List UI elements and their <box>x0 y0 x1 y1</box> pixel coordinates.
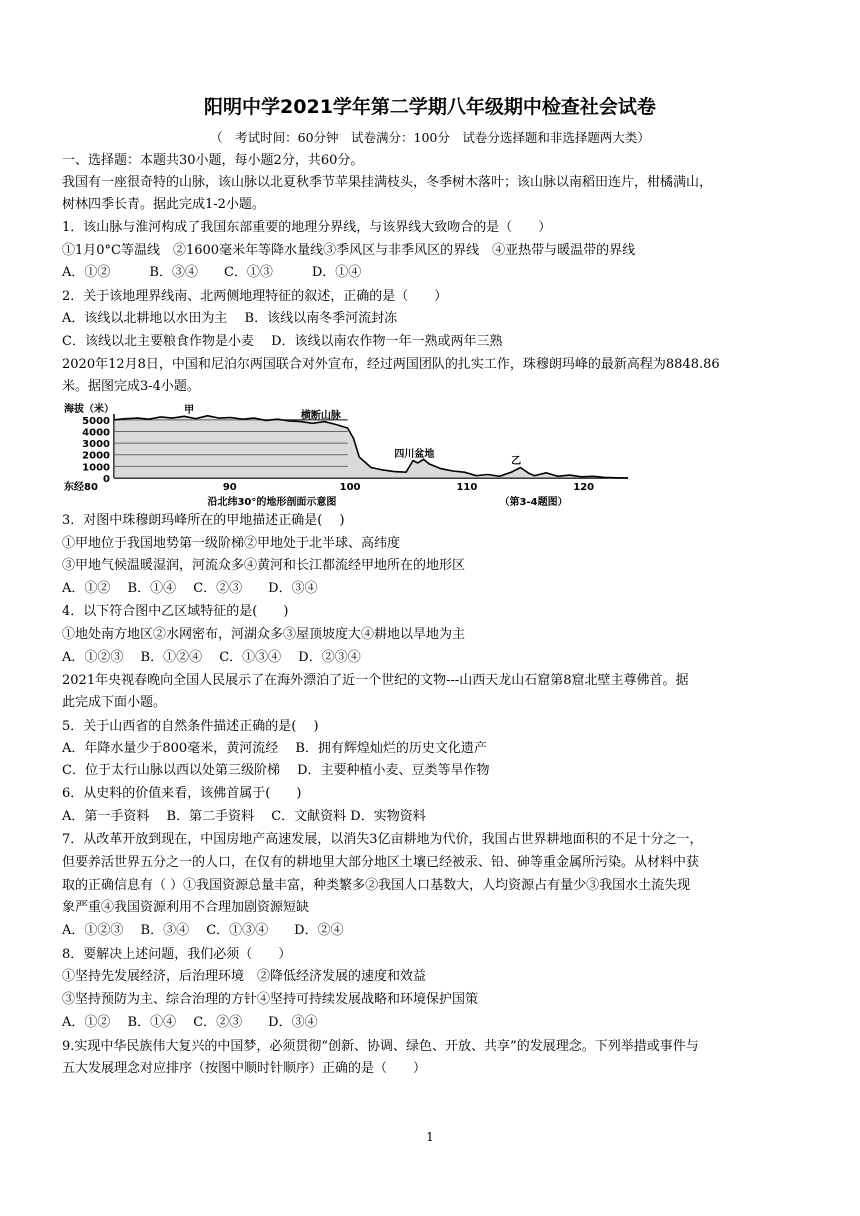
y-tick-label: 3000 <box>82 439 110 451</box>
terrain-area <box>114 416 628 478</box>
terrain-label: 四川盆地 <box>394 449 435 461</box>
text-line: C．位于太行山脉以西以处第三级阶梯 D．主要种植小麦、豆类等旱作物 <box>62 763 490 778</box>
text-line: 五大发展理念对应排序（按图中顺时针顺序）正确的是（ ） <box>62 1061 427 1076</box>
text-line: 2．关于该地理界线南、北两侧地理特征的叙述，正确的是（ ） <box>62 289 448 304</box>
text-line: A．第一手资料 B．第二手资料 C．文献资料 D．实物资料 <box>62 809 426 824</box>
terrain-label: 甲 <box>184 404 195 416</box>
y-tick-label: 4000 <box>82 427 110 439</box>
text-line: A．①②③ B．①②④ C．①③④ D．②③④ <box>62 650 361 665</box>
text-line: 此完成下面小题。 <box>62 695 167 710</box>
terrain-profile-chart <box>62 402 632 510</box>
x-tick-label: 东经80 <box>64 482 98 493</box>
terrain-label: 乙 <box>511 456 522 468</box>
exam-title: 阳明中学2021学年第二学期八年级期中检查社会试卷 <box>204 96 656 118</box>
text-line: 2020年12月8日，中国和尼泊尔两国联合对外宣布，经过两国团队的扎实工作，珠穆朗玛峰的最新高程为8848.86 <box>62 357 720 372</box>
chart-note: （第3-4题图） <box>499 497 568 508</box>
x-tick-label: 90 <box>222 482 237 493</box>
text-line: 3．对图中珠穆朗玛峰所在的甲地描述正确是( ) <box>62 513 345 528</box>
text-line: ③甲地气候温暖湿润，河流众多④黄河和长江都流经甲地所在的地形区 <box>62 558 466 573</box>
y-tick-label: 2000 <box>82 450 110 462</box>
text-line: 9.实现中华民族伟大复兴的中国梦，必须贯彻“创新、协调、绿色、开放、共享”的发展理念。下列举措或事件与 <box>62 1039 699 1054</box>
text-line: 4．以下符合图中乙区域特征的是( ) <box>62 604 289 619</box>
y-tick-label: 0 <box>103 474 110 485</box>
text-line: A．①② B．①④ C．②③ D．③④ <box>62 581 318 596</box>
text-line: ①地处南方地区②水网密布，河湖众多③屋顶坡度大④耕地以旱地为主 <box>62 627 466 642</box>
text-line: 我国有一座很奇特的山脉，该山脉以北夏秋季节苹果挂满枝头，冬季树木落叶；该山脉以南稻田连片，柑橘满山， <box>62 175 713 190</box>
text-line: 但要养活世界五分之一的人口，在仅有的耕地里大部分地区土壤已经被汞、铅、砷等重金属所污染。从材料中获 <box>62 855 700 870</box>
text-line: A．该线以北耕地以水田为主 B．该线以南冬季河流封冻 <box>62 311 398 326</box>
text-line: A．①② B．③④ C．①③ D．①④ <box>62 265 362 280</box>
exam-subtitle: （ 考试时间：60分钟 试卷满分：100分 试卷分选择题和非选择题两大类） <box>210 130 650 145</box>
text-line: 8．要解决上述问题，我们必须（ ） <box>62 947 292 962</box>
text-line: A．①②③ B．③④ C．①③④ D．②④ <box>62 923 344 938</box>
text-line: ①坚持先发展经济，后治理环境 ②降低经济发展的速度和效益 <box>62 969 427 984</box>
text-line: 2021年央视春晚向全国人民展示了在海外漂泊了近一个世纪的文物---山西天龙山石窟第8窟北壁主尊佛首。据 <box>62 673 689 688</box>
text-line: 米。据图完成3-4小题。 <box>62 379 200 394</box>
y-axis-label: 海拔（米） <box>64 404 114 415</box>
x-tick-label: 100 <box>339 482 361 493</box>
page-number: 1 <box>426 1130 434 1144</box>
terrain-label: 横断山脉 <box>300 410 341 422</box>
y-tick-label: 1000 <box>82 462 110 474</box>
x-tick-label: 110 <box>456 482 478 493</box>
text-line: ①1月0°C等温线 ②1600毫米年等降水量线③季风区与非季风区的界线 ④亚热带与暖温带的界线 <box>62 243 636 258</box>
text-line: ③坚持预防为主、综合治理的方针④坚持可持续发展战略和环境保护国策 <box>62 992 479 1007</box>
text-line: 5．关于山西省的自然条件描述正确的是( ) <box>62 719 319 734</box>
text-line: 1．该山脉与淮河构成了我国东部重要的地理分界线，与该界线大致吻合的是（ ） <box>62 220 552 235</box>
text-line: 7．从改革开放到现在，中国房地产高速发展，以消失3亿亩耕地为代价，我国占世界耕地面积的不足十分之一， <box>62 832 703 847</box>
text-line: 6．从史料的价值来看，该佛首属于( ) <box>62 786 302 801</box>
x-tick-label: 120 <box>573 482 595 493</box>
text-line: A．年降水量少于800毫米，黄河流经 B．拥有辉煌灿烂的历史文化遗产 <box>62 741 487 756</box>
y-tick-label: 5000 <box>82 415 110 427</box>
text-line: 树林四季长青。据此完成1-2小题。 <box>62 197 265 212</box>
text-line: C．该线以北主要粮食作物是小麦 D．该线以南农作物一年一熟或两年三熟 <box>62 334 503 349</box>
text-line: 象严重④我国资源利用不合理加剧资源短缺 <box>62 900 310 915</box>
text-line: A．①② B．①④ C．②③ D．③④ <box>62 1015 318 1030</box>
text-line: 取的正确信息有（ ）①我国资源总量丰富，种类繁多②我国人口基数大，人均资源占有量少③我国水土流失现 <box>62 878 691 893</box>
text-line: 一、选择题：本题共30小题，每小题2分，共60分。 <box>62 153 364 168</box>
chart-title: 沿北纬30°的地形剖面示意图 <box>207 497 337 508</box>
text-line: ①甲地位于我国地势第一级阶梯②甲地处于北半球、高纬度 <box>62 536 401 551</box>
